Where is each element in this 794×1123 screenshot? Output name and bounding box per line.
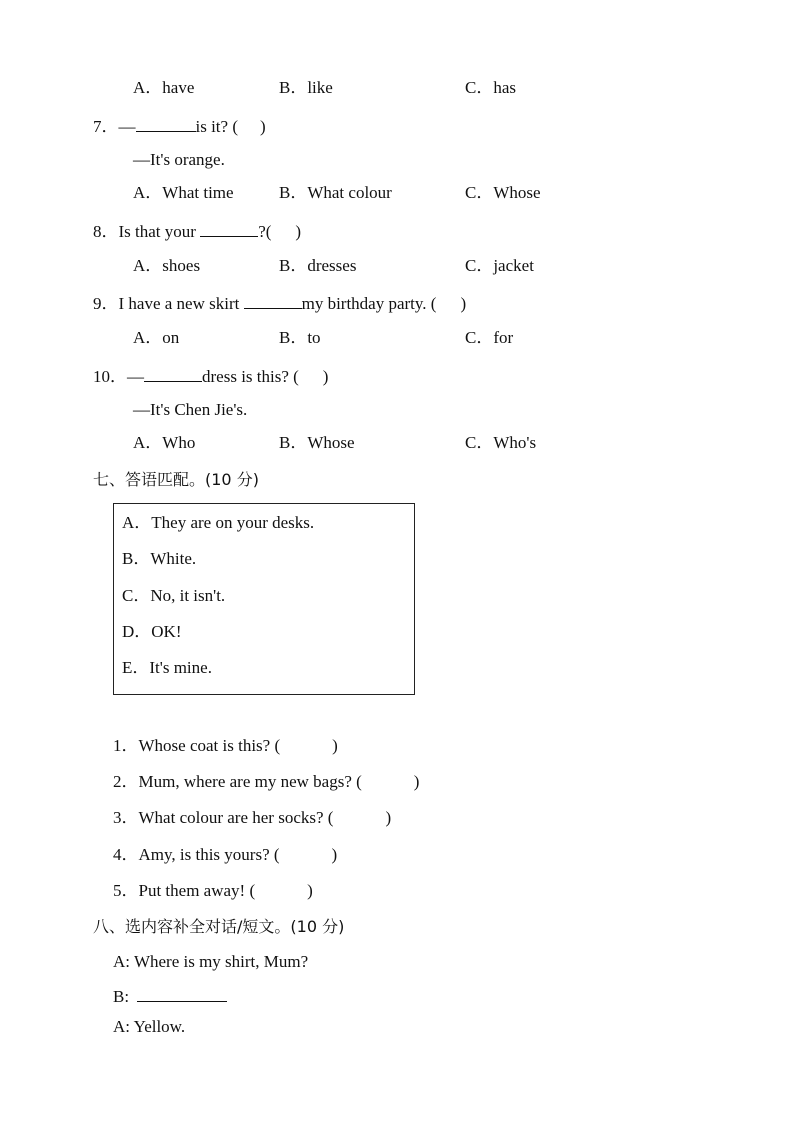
- answer-blank: [144, 365, 202, 382]
- dialogue-line-2: B:: [113, 985, 227, 1007]
- q7-option-a: A．What time: [133, 183, 234, 202]
- question-text-post: my birthday party. (: [301, 294, 437, 313]
- q8-option-a: A．shoes: [133, 256, 201, 275]
- question-10: [93, 365, 328, 387]
- q8-option-c: C．jacket: [465, 256, 534, 275]
- q7-option-b: B．What colour: [279, 183, 392, 202]
- question-text-post: dress is this? (: [202, 367, 299, 386]
- section-7-title: 七、答语匹配。(10 分): [93, 470, 259, 489]
- question-8: [93, 220, 301, 242]
- q9-option-b: B．to: [279, 328, 321, 347]
- box-option-d: D．OK!: [122, 622, 182, 641]
- paren-close: ): [295, 222, 302, 241]
- question-9: [93, 292, 466, 314]
- box-option-e: E．It's mine.: [122, 658, 212, 677]
- answer-blank: [200, 220, 258, 237]
- match-question-4: 4．Amy, is this yours? ( ): [113, 845, 338, 864]
- paren-close: ): [260, 117, 266, 136]
- answer-blank: [137, 985, 227, 1002]
- question-number: 7．: [93, 117, 119, 136]
- dialogue-line-3: A: Yellow.: [113, 1017, 186, 1036]
- box-option-b: B．White.: [122, 549, 197, 568]
- question-text-pre: —: [118, 117, 136, 136]
- q9-option-a: A．on: [133, 328, 180, 347]
- question-text-pre: Is that your: [118, 222, 201, 241]
- answer-blank: [244, 292, 302, 309]
- q10-option-a: A．Who: [133, 433, 196, 452]
- dialogue-line-1: A: Where is my shirt, Mum?: [113, 952, 309, 971]
- q6-option-a: A．have: [133, 78, 195, 97]
- q6-option-b: B．like: [279, 78, 333, 97]
- match-question-2: 2．Mum, where are my new bags? ( ): [113, 772, 420, 791]
- question-number: 10．: [93, 367, 127, 386]
- q8-option-b: B．dresses: [279, 256, 357, 275]
- q10-option-c: C．Who's: [465, 433, 537, 452]
- answer-options-box: [113, 503, 415, 695]
- match-question-5: 5．Put them away! ( ): [113, 881, 313, 900]
- question-text-post: ?(: [258, 222, 272, 241]
- question-7: [93, 115, 266, 137]
- section-8-title: 八、选内容补全对话/短文。(10 分): [93, 917, 345, 936]
- question-text-post: is it? (: [195, 117, 238, 136]
- question-text-pre: I have a new skirt: [118, 294, 244, 313]
- match-question-3: 3．What colour are her socks? ( ): [113, 808, 392, 827]
- box-option-a: A．They are on your desks.: [122, 513, 315, 532]
- q6-option-c: C．has: [465, 78, 516, 97]
- answer-blank: [136, 115, 196, 132]
- q10-option-b: B．Whose: [279, 433, 355, 452]
- paren-close: ): [322, 367, 329, 386]
- question-number: 8．: [93, 222, 119, 241]
- q7-option-c: C．Whose: [465, 183, 541, 202]
- q7-answer: —It's orange.: [133, 150, 225, 169]
- question-text-pre: —: [127, 367, 144, 386]
- match-question-1: 1．Whose coat is this? ( ): [113, 736, 338, 755]
- paren-close: ): [460, 294, 467, 313]
- q10-answer: —It's Chen Jie's.: [133, 400, 248, 419]
- question-number: 9．: [93, 294, 119, 313]
- box-option-c: C．No, it isn't.: [122, 586, 226, 605]
- q9-option-c: C．for: [465, 328, 514, 347]
